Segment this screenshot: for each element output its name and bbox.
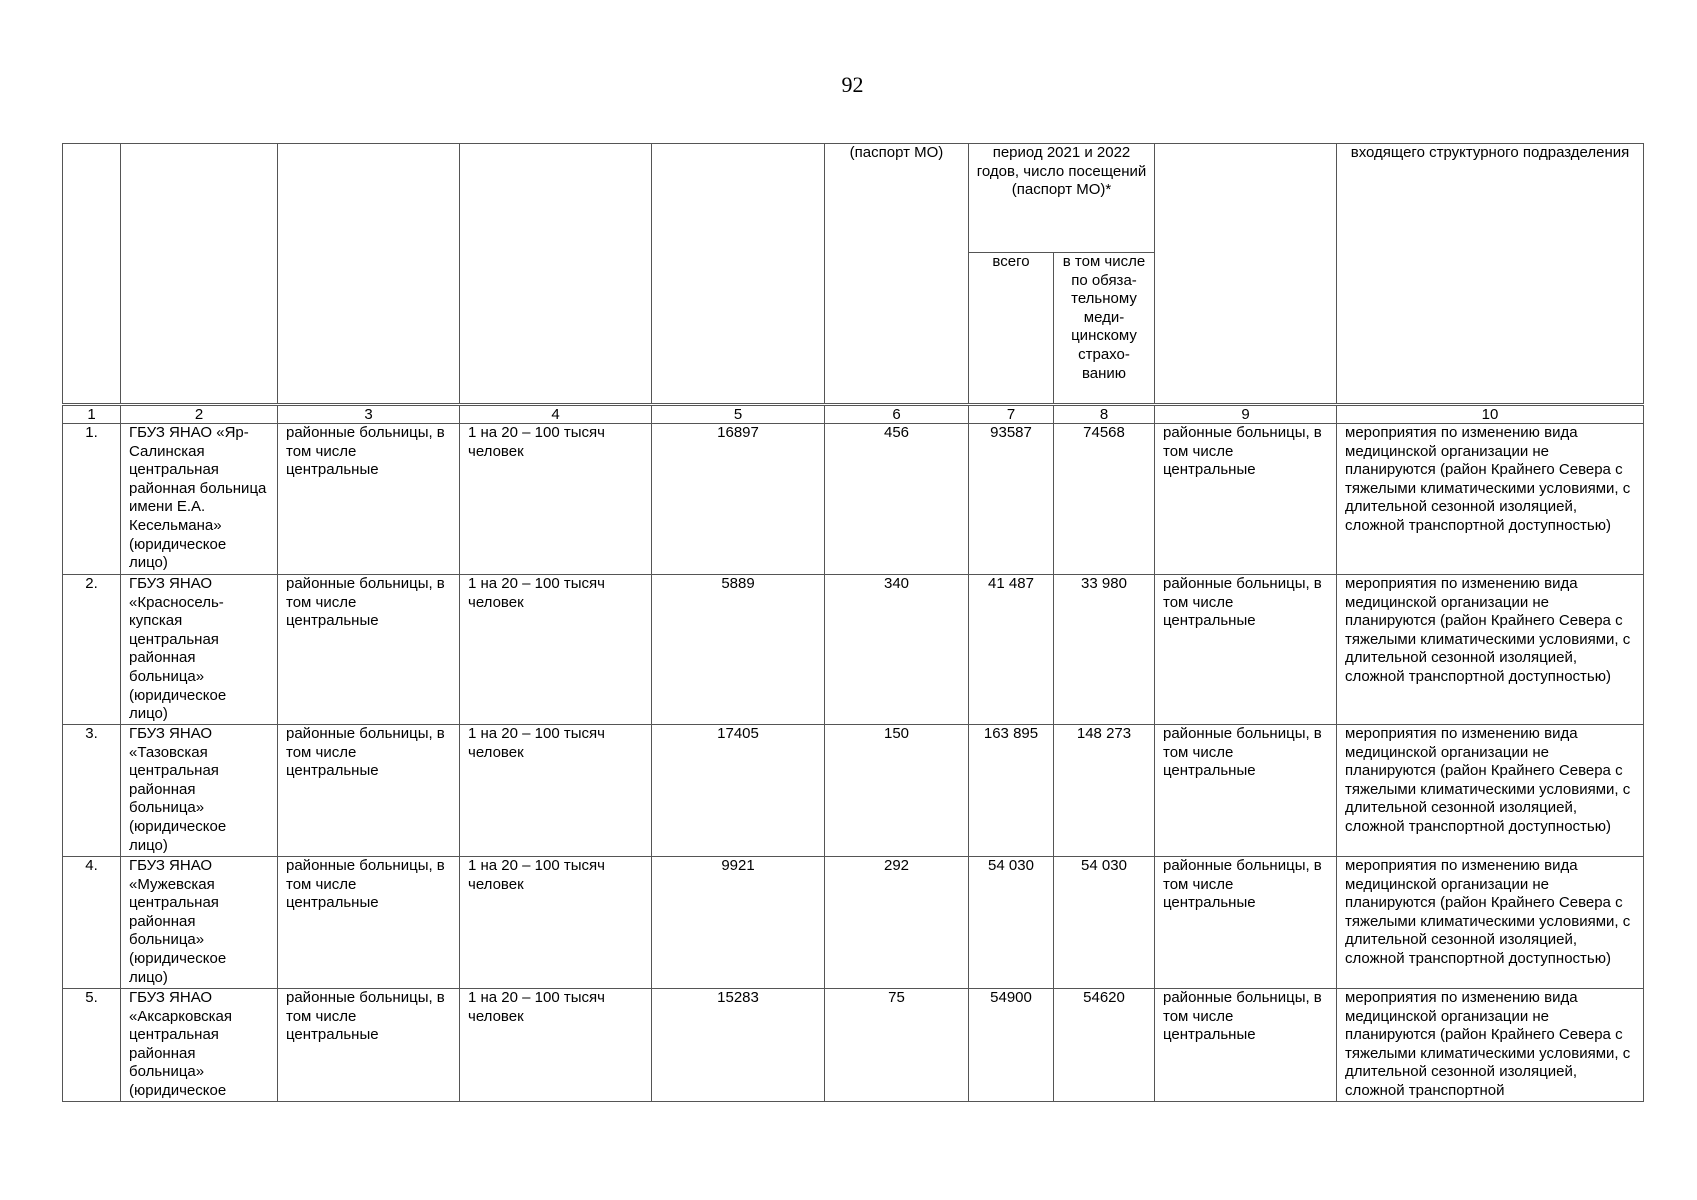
cell-c6: 75	[825, 989, 969, 1102]
cell-type: районные больницы, в том числе центральные	[278, 725, 460, 857]
cell-norm: 1 на 20 – 100 тысяч человек	[460, 575, 652, 725]
cell-num: 5.	[63, 989, 121, 1102]
table-body	[63, 424, 1644, 1102]
cell-name: ГБУЗ ЯНАО «Аксарковская центральная районная больница» (юридическое	[121, 989, 278, 1102]
cell-c8: 33 980	[1054, 575, 1155, 725]
cell-norm: 1 на 20 – 100 тысяч человек	[460, 725, 652, 857]
cell-name: ГБУЗ ЯНАО «Яр-Салинская центральная районная больница имени Е.А. Кесельмана» (юридическое лицо)	[121, 424, 278, 575]
cell-c8: 54 030	[1054, 857, 1155, 989]
table-row	[63, 575, 1644, 725]
table-row	[63, 424, 1644, 575]
cell-c8: 74568	[1054, 424, 1155, 575]
cell-c7: 54 030	[969, 857, 1054, 989]
cell-c5: 5889	[652, 575, 825, 725]
cell-num: 4.	[63, 857, 121, 989]
cell-type: районные больницы, в том числе центральные	[278, 989, 460, 1102]
cell-type: районные больницы, в том числе центральные	[278, 857, 460, 989]
cell-c8: 148 273	[1054, 725, 1155, 857]
header-row	[63, 144, 1644, 253]
cell-c6: 292	[825, 857, 969, 989]
cell-num: 3.	[63, 725, 121, 857]
page-number: 92	[841, 72, 864, 97]
header-col7: всего	[969, 253, 1054, 405]
cell-c6: 150	[825, 725, 969, 857]
cell-type: районные больницы, в том числе центральные	[278, 424, 460, 575]
cell-name: ГБУЗ ЯНАО «Мужевская центральная районная больница» (юридическое лицо)	[121, 857, 278, 989]
cell-norm: 1 на 20 – 100 тысяч человек	[460, 989, 652, 1102]
cell-c10: мероприятия по изменению вида медицинской организации не планируются (район Крайнего Севера с тяжелыми климатическими условиями, с длительной сезонной изоляцией, сложной транспортной доступностью)	[1337, 575, 1644, 725]
cell-norm: 1 на 20 – 100 тысяч человек	[460, 424, 652, 575]
column-number-row: 1 2 3 4 5 6 7 8 9 10	[63, 405, 1644, 424]
table-row	[63, 725, 1644, 857]
cell-num: 1.	[63, 424, 121, 575]
cell-c10: мероприятия по изменению вида медицинской организации не планируются (район Крайнего Севера с тяжелыми климатическими условиями, с длительной сезонной изоляцией, сложной транспортной	[1337, 989, 1644, 1102]
header-col6: (паспорт МО)	[825, 144, 969, 405]
cell-c5: 15283	[652, 989, 825, 1102]
header-col8: в том числе по обяза-тельному меди-цинскому страхо-ванию	[1054, 253, 1155, 405]
cell-num: 2.	[63, 575, 121, 725]
table-row	[63, 989, 1644, 1102]
cell-c8: 54620	[1054, 989, 1155, 1102]
cell-c5: 16897	[652, 424, 825, 575]
cell-c10: мероприятия по изменению вида медицинской организации не планируются (район Крайнего Севера с тяжелыми климатическими условиями, с длительной сезонной изоляцией, сложной транспортной доступностью)	[1337, 857, 1644, 989]
header-col10: входящего структурного подразделения	[1337, 144, 1644, 405]
cell-c9: районные больницы, в том числе центральные	[1155, 725, 1337, 857]
table-row	[63, 857, 1644, 989]
cell-c6: 340	[825, 575, 969, 725]
cell-c7: 163 895	[969, 725, 1054, 857]
cell-c7: 41 487	[969, 575, 1054, 725]
cell-c10: мероприятия по изменению вида медицинской организации не планируются (район Крайнего Севера с тяжелыми климатическими условиями, с длительной сезонной изоляцией, сложной транспортной доступностью)	[1337, 424, 1644, 575]
cell-norm: 1 на 20 – 100 тысяч человек	[460, 857, 652, 989]
cell-c6: 456	[825, 424, 969, 575]
cell-c9: районные больницы, в том числе центральные	[1155, 424, 1337, 575]
cell-c7: 54900	[969, 989, 1054, 1102]
header-col7-8: период 2021 и 2022 годов, число посещений (паспорт МО)*	[969, 144, 1155, 253]
cell-c7: 93587	[969, 424, 1054, 575]
cell-name: ГБУЗ ЯНАО «Красносель-купская центральная районная больница» (юридическое лицо)	[121, 575, 278, 725]
cell-type: районные больницы, в том числе центральные	[278, 575, 460, 725]
facilities-table	[62, 143, 1644, 1102]
cell-c9: районные больницы, в том числе центральные	[1155, 575, 1337, 725]
cell-name: ГБУЗ ЯНАО «Тазовская центральная районная больница» (юридическое лицо)	[121, 725, 278, 857]
cell-c9: районные больницы, в том числе центральные	[1155, 857, 1337, 989]
cell-c9: районные больницы, в том числе центральные	[1155, 989, 1337, 1102]
cell-c10: мероприятия по изменению вида медицинской организации не планируются (район Крайнего Севера с тяжелыми климатическими условиями, с длительной сезонной изоляцией, сложной транспортной доступностью)	[1337, 725, 1644, 857]
cell-c5: 17405	[652, 725, 825, 857]
cell-c5: 9921	[652, 857, 825, 989]
